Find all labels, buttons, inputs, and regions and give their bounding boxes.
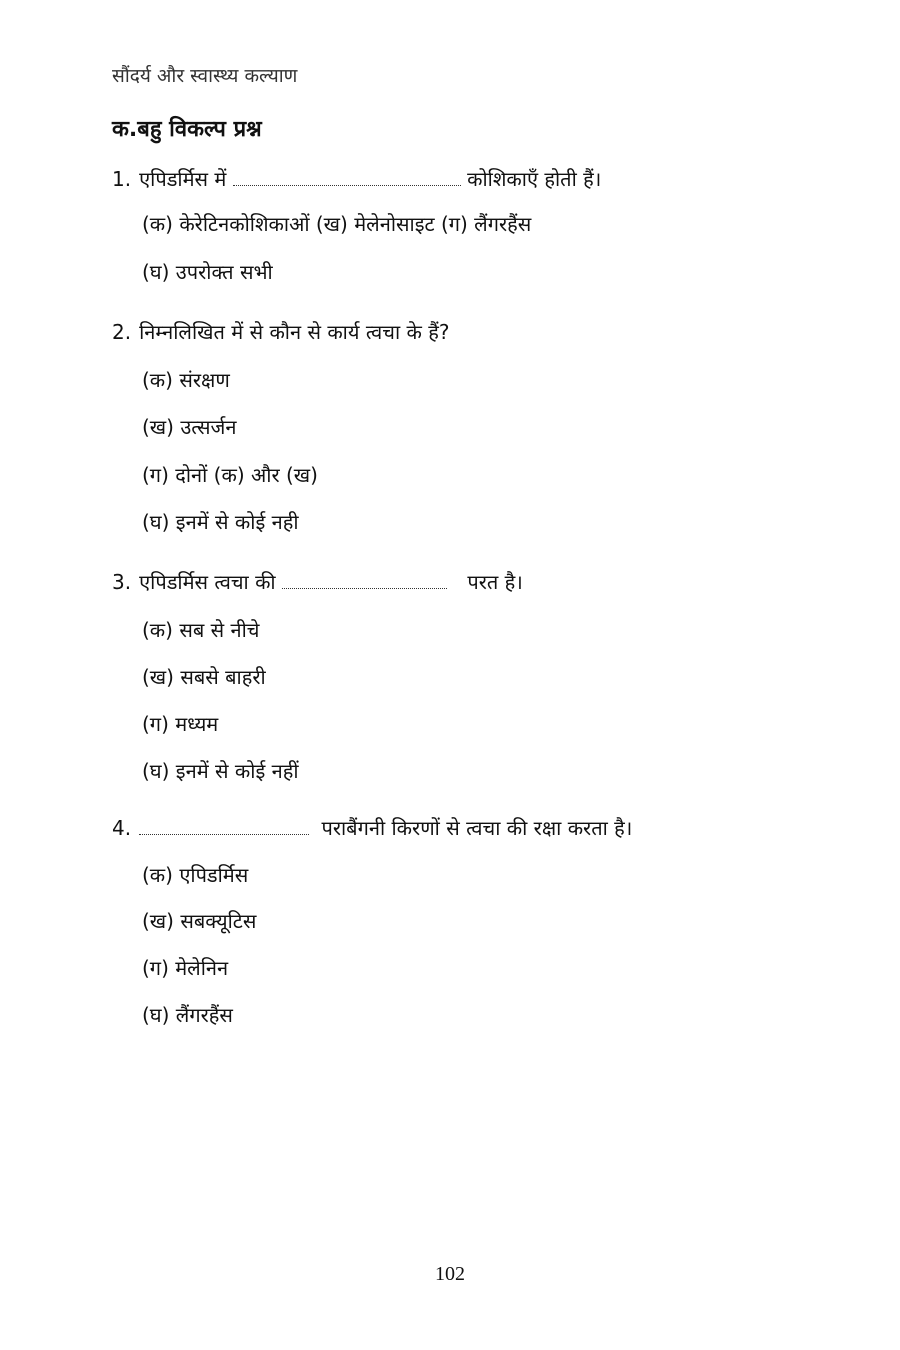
question-4 [112,814,632,841]
question-3 [112,568,523,595]
section-title: क.बहु विकल्प प्रश्न [112,117,262,142]
answer-blank [139,820,309,835]
question-text: एपिडर्मिस त्वचा की [139,570,276,594]
option: (ख) सबक्यूटिस [142,909,257,933]
option: (घ) उपरोक्त सभी [142,260,273,284]
question-number: 2. [112,320,132,344]
page-number: 102 [435,1263,465,1285]
option: (क) एपिडर्मिस [142,863,249,887]
option: (घ) लैंगरहैंस [142,1003,233,1027]
option: (ग) मेलेनिन [142,956,229,980]
question-text: परत है। [467,570,523,594]
options-line: (क) केरेटिनकोशिकाओं (ख) मेलेनोसाइट (ग) लैंगरहैंस [142,212,532,236]
option: (क) संरक्षण [142,368,230,392]
option: (घ) इनमें से कोई नही [142,510,299,534]
question-text: एपिडर्मिस में [139,167,227,191]
question-text: पराबैंगनी किरणों से त्वचा की रक्षा करता है। [321,816,633,840]
question-1 [112,165,601,192]
question-text: निम्नलिखित में से कौन से कार्य त्वचा के हैं? [139,320,450,344]
option: (ख) उत्सर्जन [142,415,237,439]
question-2 [112,318,449,345]
option: (घ) इनमें से कोई नहीं [142,759,299,783]
running-head: सौंदर्य और स्वास्थ्य कल्याण [112,65,298,87]
option: (ग) दोनों (क) और (ख) [142,463,318,487]
answer-blank [282,574,447,589]
question-number: 1. [112,167,132,191]
option: (ख) सबसे बाहरी [142,665,266,689]
question-text: कोशिकाएँ होती हैं। [467,167,602,191]
question-number: 3. [112,570,132,594]
answer-blank [233,171,461,186]
option: (क) सब से नीचे [142,618,260,642]
question-number: 4. [112,816,132,840]
option: (ग) मध्यम [142,712,219,736]
